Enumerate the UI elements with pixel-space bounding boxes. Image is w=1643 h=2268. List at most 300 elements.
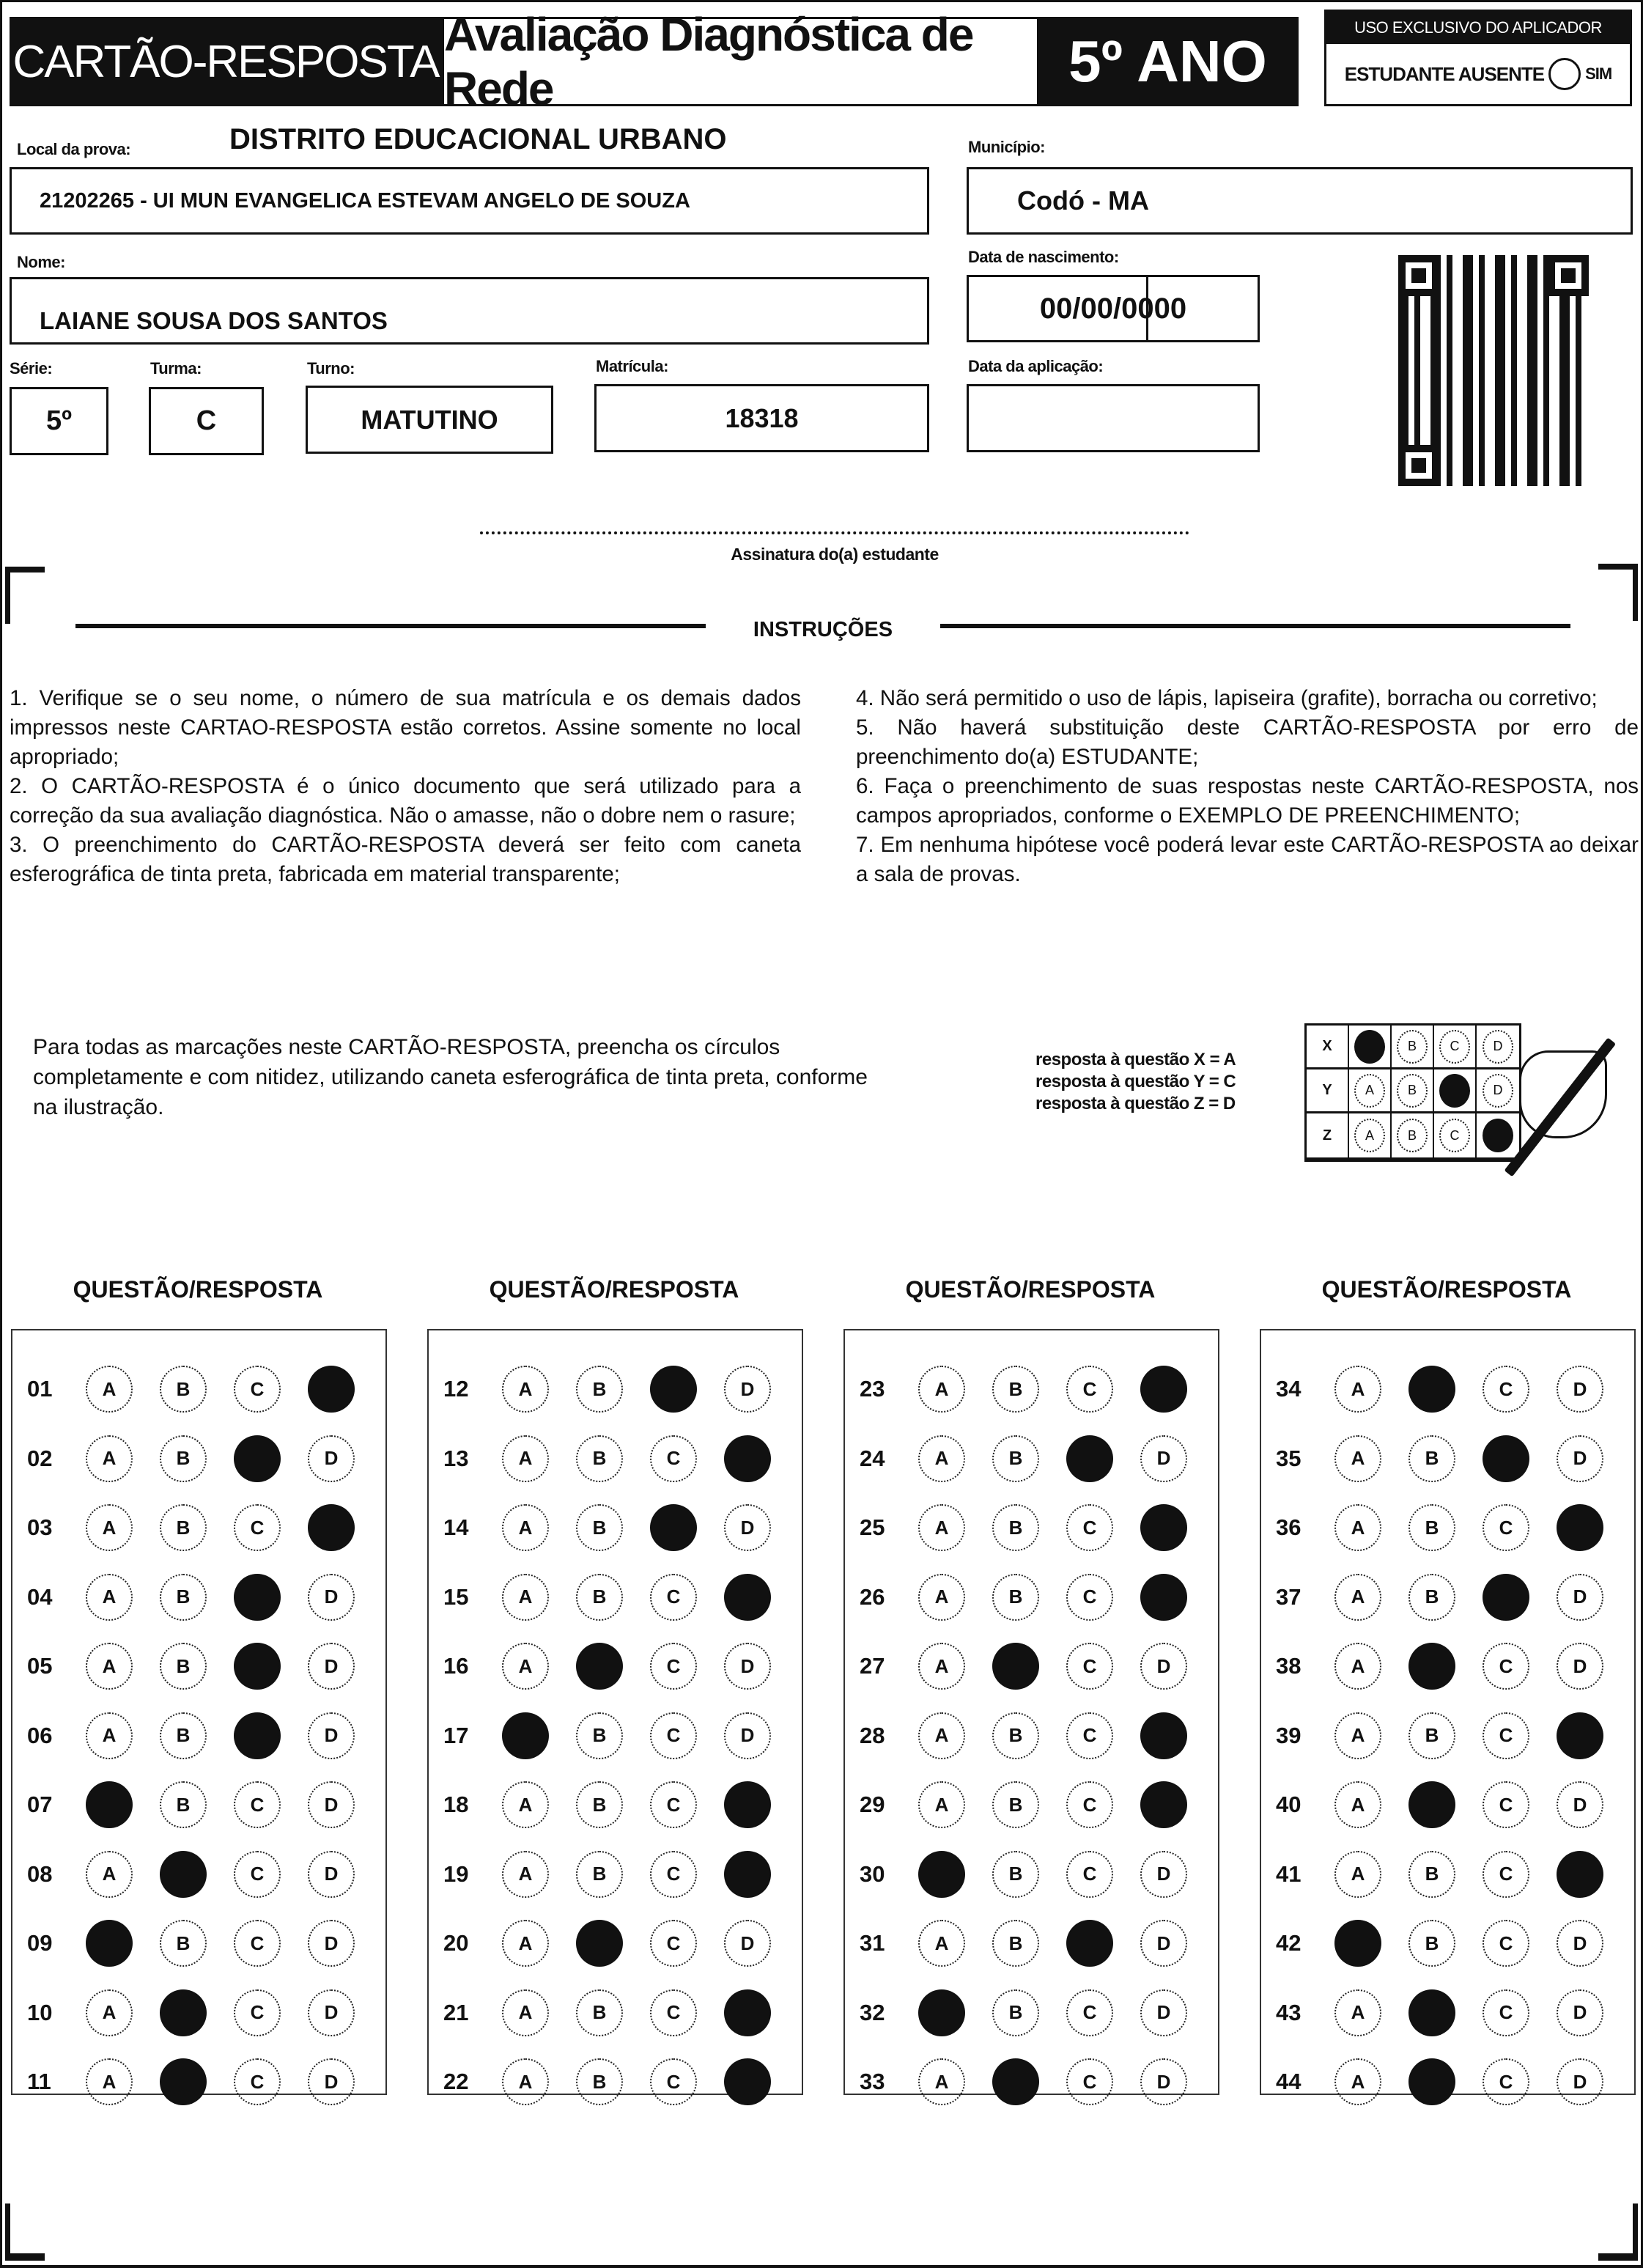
- answer-bubble-b[interactable]: B: [1408, 1920, 1455, 1967]
- answer-bubble-c[interactable]: [234, 1712, 281, 1759]
- answer-bubble-d[interactable]: D: [308, 1851, 355, 1898]
- answer-bubble-c[interactable]: [234, 1643, 281, 1690]
- question-number: 02: [27, 1445, 53, 1471]
- corner-marker-bottom-left: [5, 2253, 45, 2261]
- answer-bubble-d[interactable]: [724, 2058, 771, 2105]
- question-number: 11: [27, 2069, 51, 2094]
- question-number: 28: [860, 1722, 885, 1748]
- answer-bubble-a[interactable]: A: [918, 1643, 965, 1690]
- aplicacao-field: [967, 384, 1260, 452]
- answer-bubble-d[interactable]: D: [308, 1920, 355, 1967]
- question-row: [1261, 1710, 1631, 1761]
- question-row: [845, 1572, 1214, 1623]
- answer-bubble-d[interactable]: D: [1140, 2058, 1187, 2105]
- exam-title: Avaliação Diagnóstica de Rede: [442, 17, 1039, 106]
- answer-bubble-d[interactable]: D: [724, 1920, 771, 1967]
- example-bubble: C: [1439, 1119, 1470, 1152]
- question-number: 27: [860, 1653, 885, 1679]
- answer-bubble-b[interactable]: B: [576, 1574, 623, 1621]
- answer-bubble-d[interactable]: [724, 1989, 771, 2036]
- answer-bubble-b[interactable]: B: [160, 1781, 207, 1828]
- example-bubble: B: [1397, 1030, 1428, 1064]
- answer-bubble-b[interactable]: B: [576, 1366, 623, 1413]
- answer-bubble-c[interactable]: [650, 1504, 697, 1551]
- answer-bubble-b[interactable]: [992, 2058, 1039, 2105]
- answer-bubble-c[interactable]: C: [1483, 1989, 1529, 2036]
- answer-bubble-a[interactable]: A: [86, 1643, 133, 1690]
- answer-bubble-b[interactable]: B: [1408, 1435, 1455, 1482]
- answer-bubble-b[interactable]: [576, 1920, 623, 1967]
- question-number: 22: [443, 2069, 469, 2094]
- answer-bubble-a[interactable]: A: [86, 1574, 133, 1621]
- answer-bubble-a[interactable]: A: [1334, 1504, 1381, 1551]
- example-line: resposta à questão Y = C: [1035, 1072, 1236, 1091]
- answer-bubble-b[interactable]: B: [160, 1435, 207, 1482]
- example-bubble: B: [1397, 1119, 1428, 1152]
- answer-bubble-b[interactable]: B: [576, 2058, 623, 2105]
- question-row: [12, 1779, 382, 1830]
- answer-bubble-d[interactable]: D: [1557, 1643, 1603, 1690]
- answer-bubble-d[interactable]: D: [1557, 2058, 1603, 2105]
- answer-column-title: QUESTÃO/RESPOSTA: [1321, 1276, 1572, 1303]
- question-row: [1261, 1433, 1631, 1484]
- answer-bubble-d[interactable]: [1140, 1504, 1187, 1551]
- answer-bubble-b[interactable]: B: [992, 1504, 1039, 1551]
- answer-bubble-c[interactable]: C: [234, 1366, 281, 1413]
- answer-bubble-d[interactable]: D: [724, 1712, 771, 1759]
- qr-finder-pattern: [1548, 255, 1589, 296]
- answer-bubble-a[interactable]: [86, 1920, 133, 1967]
- question-row: [429, 1710, 798, 1761]
- example-row: [1307, 1069, 1519, 1113]
- instruction-item: 3. O preenchimento do CARTÃO-RESPOSTA deverá ser feito com caneta esferográfica de tinta preta, fabricada em material transparente;: [10, 833, 801, 886]
- question-row: [429, 1987, 798, 2039]
- answer-bubble-b[interactable]: B: [576, 1435, 623, 1482]
- answer-bubble-b[interactable]: B: [992, 1781, 1039, 1828]
- example-row: [1307, 1113, 1519, 1157]
- example-row-label: Z: [1307, 1113, 1349, 1157]
- answer-bubble-a[interactable]: A: [86, 1435, 133, 1482]
- answer-bubble-d[interactable]: D: [308, 1781, 355, 1828]
- answer-bubble-a[interactable]: A: [502, 1989, 549, 2036]
- question-number: 23: [860, 1376, 885, 1402]
- corner-marker-bottom-right: [1633, 2203, 1638, 2261]
- answer-bubble-d[interactable]: D: [1140, 1920, 1187, 1967]
- answer-bubble-b[interactable]: B: [160, 1504, 207, 1551]
- question-row: [1261, 2056, 1631, 2107]
- answer-bubble-b[interactable]: B: [1408, 1504, 1455, 1551]
- example-cell: [1392, 1069, 1434, 1111]
- example-cell: [1477, 1026, 1519, 1067]
- qr-finder-pattern: [1398, 255, 1439, 296]
- question-number: 16: [443, 1653, 469, 1679]
- question-row: [1261, 1641, 1631, 1692]
- answer-bubble-b[interactable]: [992, 1643, 1039, 1690]
- answer-bubble-c[interactable]: C: [1066, 1643, 1113, 1690]
- answer-bubble-c[interactable]: C: [650, 1989, 697, 2036]
- answer-bubble-c[interactable]: C: [650, 2058, 697, 2105]
- answer-bubble-c[interactable]: C: [1483, 1920, 1529, 1967]
- answer-bubble-c[interactable]: C: [1483, 1781, 1529, 1828]
- answer-bubble-a[interactable]: A: [86, 1989, 133, 2036]
- answer-bubble-c[interactable]: C: [1483, 2058, 1529, 2105]
- turno-field: [306, 386, 553, 454]
- answer-bubble-d[interactable]: [1140, 1712, 1187, 1759]
- municipio-field: [967, 167, 1633, 235]
- answer-bubble-d[interactable]: [308, 1504, 355, 1551]
- corner-marker-top-right: [1598, 564, 1638, 570]
- instruction-item: 4. Não será permitido o uso de lápis, lapiseira (grafite), borracha ou corretivo;: [856, 686, 1598, 710]
- answer-bubble-d[interactable]: [1140, 1574, 1187, 1621]
- answer-bubble-d[interactable]: D: [1557, 1781, 1603, 1828]
- answer-bubble-c[interactable]: C: [650, 1643, 697, 1690]
- example-cell: [1434, 1069, 1477, 1111]
- answer-bubble-a[interactable]: A: [86, 1366, 133, 1413]
- answer-bubble-d[interactable]: [724, 1851, 771, 1898]
- question-number: 38: [1276, 1653, 1302, 1679]
- question-number: 09: [27, 1930, 53, 1956]
- answer-bubble-b[interactable]: [160, 2058, 207, 2105]
- answer-bubble-c[interactable]: C: [650, 1712, 697, 1759]
- answer-bubble-a[interactable]: A: [918, 1435, 965, 1482]
- answer-bubble-a[interactable]: A: [1334, 1366, 1381, 1413]
- answer-bubble-b[interactable]: [576, 1643, 623, 1690]
- divider: [940, 624, 1570, 628]
- answer-bubble-c[interactable]: C: [234, 1781, 281, 1828]
- answer-bubble-b[interactable]: [1408, 2058, 1455, 2105]
- answer-bubble-a[interactable]: A: [502, 2058, 549, 2105]
- answer-bubble-b[interactable]: B: [160, 1574, 207, 1621]
- answer-bubble-a[interactable]: A: [918, 1920, 965, 1967]
- answer-bubble-b[interactable]: B: [576, 1781, 623, 1828]
- question-number: 43: [1276, 1999, 1302, 2025]
- answer-bubble-a[interactable]: A: [502, 1574, 549, 1621]
- answer-bubble-c[interactable]: C: [234, 1504, 281, 1551]
- answer-bubble-b[interactable]: B: [992, 1574, 1039, 1621]
- answer-bubble-a[interactable]: A: [918, 1781, 965, 1828]
- answer-bubble-b[interactable]: [1408, 1781, 1455, 1828]
- answer-bubble-c[interactable]: C: [234, 1851, 281, 1898]
- answer-bubble-a[interactable]: A: [502, 1781, 549, 1828]
- example-bubble: D: [1483, 1074, 1513, 1108]
- question-row: [845, 1918, 1214, 1969]
- answer-bubble-d[interactable]: D: [724, 1504, 771, 1551]
- answer-bubble-a[interactable]: A: [1334, 1574, 1381, 1621]
- answer-bubble-a[interactable]: A: [1334, 1712, 1381, 1759]
- example-grid: [1304, 1023, 1521, 1162]
- question-row: [1261, 1779, 1631, 1830]
- answer-bubble-b[interactable]: B: [1408, 1712, 1455, 1759]
- applicator-box: [1324, 10, 1632, 106]
- answer-bubble-c[interactable]: [234, 1435, 281, 1482]
- answer-bubble-c[interactable]: C: [650, 1851, 697, 1898]
- example-line: resposta à questão X = A: [1035, 1050, 1236, 1069]
- answer-bubble-a[interactable]: [86, 1781, 133, 1828]
- question-row: [845, 1849, 1214, 1900]
- question-number: 40: [1276, 1792, 1302, 1817]
- answer-bubble-a[interactable]: A: [1334, 1643, 1381, 1690]
- answer-bubble-b[interactable]: B: [160, 1643, 207, 1690]
- answer-bubble-c[interactable]: C: [1066, 1366, 1113, 1413]
- answer-column: [427, 1329, 803, 2095]
- answer-bubble-d[interactable]: D: [1557, 1366, 1603, 1413]
- question-row: [12, 1710, 382, 1761]
- corner-marker-top-right: [1633, 564, 1638, 621]
- question-number: 29: [860, 1792, 885, 1817]
- question-number: 41: [1276, 1860, 1302, 1887]
- question-row: [1261, 1502, 1631, 1553]
- question-row: [845, 1987, 1214, 2039]
- answer-bubble-d[interactable]: D: [1557, 1435, 1603, 1482]
- answer-bubble-b[interactable]: B: [992, 1989, 1039, 2036]
- answer-bubble-d[interactable]: D: [308, 1643, 355, 1690]
- answer-bubble-b[interactable]: B: [160, 1366, 207, 1413]
- answer-column: [11, 1329, 387, 2095]
- answer-bubble-a[interactable]: [918, 1989, 965, 2036]
- answer-bubble-c[interactable]: [650, 1366, 697, 1413]
- question-number: 15: [443, 1583, 469, 1610]
- question-number: 13: [443, 1445, 469, 1471]
- answer-bubble-d[interactable]: D: [1140, 1643, 1187, 1690]
- answer-bubble-b[interactable]: [1408, 1989, 1455, 2036]
- question-number: 17: [443, 1722, 469, 1748]
- nascimento-value: 00/00/0000: [1039, 292, 1187, 325]
- question-row: [845, 1710, 1214, 1761]
- question-number: 24: [860, 1445, 885, 1471]
- answer-bubble-d[interactable]: D: [308, 2058, 355, 2105]
- answer-bubble-a[interactable]: [1334, 1920, 1381, 1967]
- signature-line[interactable]: [480, 531, 1189, 534]
- question-number: 33: [860, 2069, 885, 2094]
- answer-bubble-d[interactable]: D: [308, 1435, 355, 1482]
- answer-column: [843, 1329, 1219, 2095]
- matricula-label: Matrícula:: [596, 357, 668, 375]
- answer-bubble-b[interactable]: [1408, 1643, 1455, 1690]
- answer-bubble-d[interactable]: D: [1557, 1989, 1603, 2036]
- question-number: 34: [1276, 1376, 1302, 1402]
- nome-value: LAIANE SOUSA DOS SANTOS: [40, 307, 388, 334]
- answer-bubble-a[interactable]: A: [918, 2058, 965, 2105]
- matricula-field: [594, 384, 929, 452]
- answer-bubble-b[interactable]: B: [992, 1920, 1039, 1967]
- question-number: 44: [1276, 2069, 1302, 2094]
- instruction-item: 6. Faça o preenchimento de suas respostas neste CARTÃO-RESPOSTA, nos campos apropriados, conforme o EXEMPLO DE PREENCHIMENTO;: [856, 774, 1639, 828]
- answer-bubble-a[interactable]: A: [502, 1851, 549, 1898]
- serie-value: 5º: [45, 405, 72, 436]
- question-row: [1261, 1987, 1631, 2039]
- answer-bubble-d[interactable]: D: [308, 1574, 355, 1621]
- turno-value: MATUTINO: [361, 404, 498, 435]
- question-number: 31: [860, 1930, 885, 1956]
- answer-bubble-b[interactable]: [1408, 1366, 1455, 1413]
- question-row: [429, 1918, 798, 1969]
- answer-bubble-b[interactable]: B: [576, 1712, 623, 1759]
- question-number: 03: [27, 1514, 53, 1540]
- answer-bubble-b[interactable]: B: [576, 1504, 623, 1551]
- example-bubble: [1439, 1074, 1470, 1108]
- answer-bubble-a[interactable]: [502, 1712, 549, 1759]
- answer-bubble-d[interactable]: D: [724, 1643, 771, 1690]
- example-bubble: C: [1439, 1030, 1470, 1064]
- question-row: [429, 1849, 798, 1900]
- answer-bubble-c[interactable]: C: [650, 1435, 697, 1482]
- aplicacao-label: Data da aplicação:: [968, 357, 1104, 375]
- answer-bubble-d[interactable]: [1557, 1851, 1603, 1898]
- answer-bubble-d[interactable]: [724, 1781, 771, 1828]
- answer-bubble-b[interactable]: [160, 1851, 207, 1898]
- answer-bubble-d[interactable]: D: [1140, 1851, 1187, 1898]
- answer-bubble-c[interactable]: C: [234, 1920, 281, 1967]
- answer-bubble-b[interactable]: B: [992, 1851, 1039, 1898]
- answer-bubble-d[interactable]: [724, 1574, 771, 1621]
- example-line: resposta à questão Z = D: [1035, 1094, 1236, 1113]
- answer-bubble-a[interactable]: A: [502, 1504, 549, 1551]
- qr-finder-pattern: [1398, 445, 1439, 486]
- answer-bubble-d[interactable]: [724, 1435, 771, 1482]
- answer-bubble-c[interactable]: [1066, 1920, 1113, 1967]
- answer-bubble-d[interactable]: [1140, 1366, 1187, 1413]
- answer-bubble-b[interactable]: B: [992, 1366, 1039, 1413]
- question-row: [1261, 1363, 1631, 1415]
- instructions-title: INSTRUÇÕES: [753, 618, 893, 641]
- answer-bubble-d[interactable]: D: [1140, 1989, 1187, 2036]
- question-row: [1261, 1572, 1631, 1623]
- answer-bubble-c[interactable]: C: [1483, 1504, 1529, 1551]
- answer-bubble-b[interactable]: B: [992, 1435, 1039, 1482]
- question-row: [12, 2056, 382, 2107]
- answer-bubble-c[interactable]: C: [1066, 1712, 1113, 1759]
- answer-bubble-c[interactable]: C: [1066, 1851, 1113, 1898]
- corner-marker-bottom-right: [1598, 2253, 1638, 2261]
- example-bubble: A: [1354, 1119, 1385, 1152]
- answer-bubble-c[interactable]: C: [1066, 1781, 1113, 1828]
- question-number: 12: [443, 1376, 469, 1402]
- corner-marker-top-left: [5, 567, 45, 572]
- nome-label: Nome:: [17, 253, 65, 271]
- example-bubble: [1483, 1119, 1513, 1152]
- answer-bubble-c[interactable]: C: [234, 2058, 281, 2105]
- question-row: [12, 1918, 382, 1969]
- answer-bubble-d[interactable]: [1557, 1504, 1603, 1551]
- answer-bubble-d[interactable]: D: [724, 1366, 771, 1413]
- question-row: [429, 1572, 798, 1623]
- answer-bubble-a[interactable]: A: [1334, 1851, 1381, 1898]
- answer-bubble-c[interactable]: C: [650, 1781, 697, 1828]
- answer-bubble-a[interactable]: A: [1334, 1989, 1381, 2036]
- answer-bubble-d[interactable]: D: [1557, 1920, 1603, 1967]
- applicator-heading: USO EXCLUSIVO DO APLICADOR: [1326, 12, 1630, 44]
- answer-bubble-d[interactable]: [1140, 1781, 1187, 1828]
- answer-bubble-d[interactable]: D: [308, 1712, 355, 1759]
- answer-bubble-d[interactable]: [1557, 1712, 1603, 1759]
- answer-bubble-b[interactable]: B: [576, 1851, 623, 1898]
- answer-bubble-c[interactable]: [1066, 1435, 1113, 1482]
- example-cell: [1349, 1026, 1392, 1067]
- example-cell: [1392, 1113, 1434, 1157]
- answer-bubble-a[interactable]: A: [918, 1712, 965, 1759]
- question-number: 08: [27, 1860, 53, 1887]
- answer-bubble-a[interactable]: A: [502, 1366, 549, 1413]
- question-number: 26: [860, 1583, 885, 1610]
- absent-option: SIM: [1585, 65, 1612, 83]
- answer-bubble-c[interactable]: C: [1483, 1851, 1529, 1898]
- answer-bubble-d[interactable]: D: [1140, 1435, 1187, 1482]
- absent-checkbox[interactable]: [1548, 58, 1581, 90]
- turma-value: C: [196, 405, 217, 436]
- question-number: 14: [443, 1514, 469, 1540]
- answer-bubble-c[interactable]: C: [1483, 1643, 1529, 1690]
- answer-bubble-c[interactable]: [1483, 1574, 1529, 1621]
- answer-bubble-a[interactable]: A: [1334, 1435, 1381, 1482]
- answer-bubble-b[interactable]: B: [1408, 1574, 1455, 1621]
- answer-bubble-b[interactable]: B: [160, 1712, 207, 1759]
- answer-bubble-a[interactable]: A: [502, 1920, 549, 1967]
- question-row: [429, 1502, 798, 1553]
- local-label: Local da prova:: [17, 140, 131, 158]
- answer-bubble-b[interactable]: B: [576, 1989, 623, 2036]
- answer-bubble-a[interactable]: A: [918, 1504, 965, 1551]
- question-number: 06: [27, 1722, 53, 1748]
- grade-badge: 5º ANO: [1037, 17, 1299, 106]
- question-number: 01: [27, 1376, 53, 1402]
- answer-bubble-c[interactable]: [234, 1574, 281, 1621]
- answer-bubble-b[interactable]: B: [992, 1712, 1039, 1759]
- fill-note: Para todas as marcações neste CARTÃO-RESPOSTA, preencha os círculos completamente e com nitidez, utilizando caneta esferográfica de tinta preta, conforme na ilustração.: [33, 1035, 868, 1119]
- answer-bubble-d[interactable]: D: [1557, 1574, 1603, 1621]
- answer-bubble-c[interactable]: C: [1483, 1366, 1529, 1413]
- answer-bubble-a[interactable]: A: [1334, 1781, 1381, 1828]
- answer-bubble-c[interactable]: [1483, 1435, 1529, 1482]
- answer-bubble-a[interactable]: A: [502, 1435, 549, 1482]
- district-name: DISTRITO EDUCACIONAL URBANO: [229, 123, 727, 155]
- answer-bubble-d[interactable]: [308, 1366, 355, 1413]
- answer-bubble-a[interactable]: A: [918, 1574, 965, 1621]
- answer-column-title: QUESTÃO/RESPOSTA: [489, 1276, 739, 1303]
- answer-bubble-c[interactable]: C: [1483, 1712, 1529, 1759]
- question-row: [429, 2056, 798, 2107]
- question-row: [429, 1779, 798, 1830]
- answer-bubble-c[interactable]: C: [650, 1920, 697, 1967]
- corner-marker-bottom-left: [5, 2203, 10, 2261]
- answer-bubble-a[interactable]: A: [86, 1712, 133, 1759]
- answer-bubble-c[interactable]: C: [234, 1989, 281, 2036]
- answer-bubble-b[interactable]: B: [1408, 1851, 1455, 1898]
- instruction-item: 7. Em nenhuma hipótese você poderá levar este CARTÃO-RESPOSTA ao deixar a sala de provas.: [856, 833, 1639, 886]
- answer-bubble-c[interactable]: C: [1066, 1989, 1113, 2036]
- answer-bubble-a[interactable]: A: [502, 1643, 549, 1690]
- answer-bubble-c[interactable]: C: [650, 1574, 697, 1621]
- divider: [75, 624, 706, 628]
- answer-bubble-d[interactable]: D: [308, 1989, 355, 2036]
- example-cell: [1434, 1026, 1477, 1067]
- answer-bubble-a[interactable]: A: [86, 1504, 133, 1551]
- school-field: [10, 167, 929, 235]
- answer-bubble-b[interactable]: [160, 1989, 207, 2036]
- instruction-item: 5. Não haverá substituição deste CARTÃO-RESPOSTA por erro de preenchimento do(a) ESTUDANTE;: [856, 715, 1639, 769]
- answer-bubble-a[interactable]: A: [1334, 2058, 1381, 2105]
- answer-bubble-a[interactable]: A: [86, 2058, 133, 2105]
- answer-bubble-c[interactable]: C: [1066, 2058, 1113, 2105]
- turma-label: Turma:: [150, 359, 202, 378]
- answer-bubble-c[interactable]: C: [1066, 1574, 1113, 1621]
- answer-column: [1260, 1329, 1636, 2095]
- answer-bubble-a[interactable]: [918, 1851, 965, 1898]
- answer-bubble-a[interactable]: A: [918, 1366, 965, 1413]
- answer-bubble-c[interactable]: C: [1066, 1504, 1113, 1551]
- question-number: 42: [1276, 1930, 1302, 1956]
- answer-bubble-a[interactable]: A: [86, 1851, 133, 1898]
- answer-bubble-b[interactable]: B: [160, 1920, 207, 1967]
